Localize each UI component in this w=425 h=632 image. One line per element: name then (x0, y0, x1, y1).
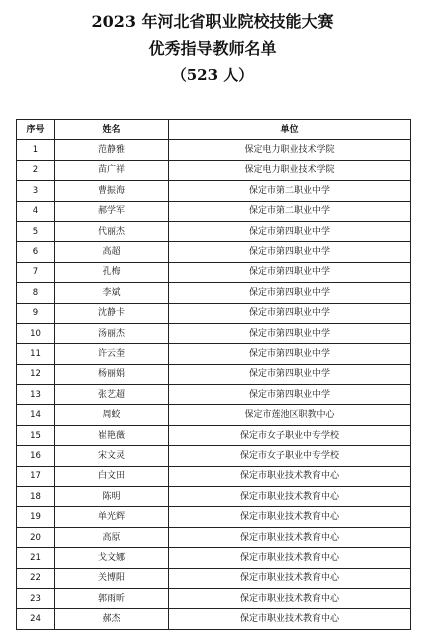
cell-teacher-name: 杨丽娟 (55, 364, 169, 384)
cell-unit-name: 保定市职业技术教育中心 (169, 568, 411, 588)
cell-unit-name: 保定电力职业技术学院 (169, 160, 411, 180)
cell-serial-number: 4 (17, 201, 55, 221)
header-unit: 单位 (169, 120, 411, 140)
cell-teacher-name: 陈明 (55, 487, 169, 507)
cell-serial-number: 23 (17, 588, 55, 608)
title-block (0, 8, 425, 89)
cell-unit-name: 保定市第四职业中学 (169, 221, 411, 241)
cell-teacher-name: 曹振海 (55, 181, 169, 201)
cell-serial-number: 8 (17, 283, 55, 303)
cell-unit-name: 保定市第四职业中学 (169, 323, 411, 343)
table-row (17, 466, 411, 486)
header-serial-number: 序号 (17, 120, 55, 140)
table-row (17, 140, 411, 160)
cell-serial-number: 1 (17, 140, 55, 160)
table-row (17, 181, 411, 201)
cell-unit-name: 保定电力职业技术学院 (169, 140, 411, 160)
cell-serial-number: 20 (17, 527, 55, 547)
table-row (17, 425, 411, 445)
cell-teacher-name: 单光辉 (55, 507, 169, 527)
table-row (17, 344, 411, 364)
cell-unit-name: 保定市职业技术教育中心 (169, 507, 411, 527)
teacher-roster-table (16, 119, 411, 630)
table-row (17, 527, 411, 547)
table-row (17, 548, 411, 568)
cell-serial-number: 16 (17, 446, 55, 466)
cell-teacher-name: 关博阳 (55, 568, 169, 588)
cell-teacher-name: 张艺超 (55, 385, 169, 405)
cell-unit-name: 保定市职业技术教育中心 (169, 548, 411, 568)
cell-teacher-name: 高原 (55, 527, 169, 547)
cell-teacher-name: 范静雅 (55, 140, 169, 160)
header-name: 姓名 (55, 120, 169, 140)
cell-teacher-name: 孔梅 (55, 262, 169, 282)
table-row (17, 364, 411, 384)
cell-teacher-name: 苗广祥 (55, 160, 169, 180)
table-header-row (17, 120, 411, 140)
table-row (17, 201, 411, 221)
person-count: （523 人） (171, 66, 254, 84)
cell-serial-number: 21 (17, 548, 55, 568)
table-row (17, 487, 411, 507)
table-row (17, 507, 411, 527)
cell-serial-number: 12 (17, 364, 55, 384)
cell-serial-number: 7 (17, 262, 55, 282)
cell-serial-number: 18 (17, 487, 55, 507)
cell-unit-name: 保定市莲池区职教中心 (169, 405, 411, 425)
table-body (17, 140, 411, 629)
cell-serial-number: 24 (17, 609, 55, 629)
cell-serial-number: 3 (17, 181, 55, 201)
cell-unit-name: 保定市第二职业中学 (169, 201, 411, 221)
cell-teacher-name: 崔艳薇 (55, 425, 169, 445)
cell-serial-number: 13 (17, 385, 55, 405)
cell-serial-number: 14 (17, 405, 55, 425)
cell-teacher-name: 戈文娜 (55, 548, 169, 568)
cell-serial-number: 6 (17, 242, 55, 262)
cell-teacher-name: 白文田 (55, 466, 169, 486)
table-row (17, 283, 411, 303)
cell-serial-number: 2 (17, 160, 55, 180)
cell-unit-name: 保定市第四职业中学 (169, 242, 411, 262)
document-subtitle: 优秀指导教师名单 (148, 39, 277, 58)
table-row (17, 588, 411, 608)
cell-unit-name: 保定市女子职业中专学校 (169, 446, 411, 466)
cell-teacher-name: 宋文灵 (55, 446, 169, 466)
cell-teacher-name: 郝杰 (55, 609, 169, 629)
cell-teacher-name: 代丽杰 (55, 221, 169, 241)
cell-teacher-name: 周蛟 (55, 405, 169, 425)
cell-teacher-name: 高超 (55, 242, 169, 262)
document-title: 2023 年河北省职业院校技能大赛 (91, 12, 334, 31)
cell-unit-name: 保定市第四职业中学 (169, 364, 411, 384)
cell-teacher-name: 郭雨昕 (55, 588, 169, 608)
cell-unit-name: 保定市职业技术教育中心 (169, 609, 411, 629)
cell-unit-name: 保定市第四职业中学 (169, 385, 411, 405)
cell-teacher-name: 沈静卡 (55, 303, 169, 323)
cell-serial-number: 17 (17, 466, 55, 486)
cell-serial-number: 22 (17, 568, 55, 588)
cell-teacher-name: 汤丽杰 (55, 323, 169, 343)
cell-serial-number: 11 (17, 344, 55, 364)
cell-serial-number: 10 (17, 323, 55, 343)
cell-serial-number: 15 (17, 425, 55, 445)
cell-teacher-name: 郝学军 (55, 201, 169, 221)
cell-unit-name: 保定市第四职业中学 (169, 303, 411, 323)
cell-teacher-name: 李斌 (55, 283, 169, 303)
cell-teacher-name: 许云奎 (55, 344, 169, 364)
table-row (17, 323, 411, 343)
table-row (17, 221, 411, 241)
cell-serial-number: 9 (17, 303, 55, 323)
cell-unit-name: 保定市职业技术教育中心 (169, 466, 411, 486)
table-row (17, 303, 411, 323)
cell-unit-name: 保定市职业技术教育中心 (169, 487, 411, 507)
cell-unit-name: 保定市女子职业中专学校 (169, 425, 411, 445)
table-row (17, 385, 411, 405)
cell-unit-name: 保定市职业技术教育中心 (169, 588, 411, 608)
table-row (17, 446, 411, 466)
cell-unit-name: 保定市第二职业中学 (169, 181, 411, 201)
table-row (17, 568, 411, 588)
table-row (17, 609, 411, 629)
cell-unit-name: 保定市职业技术教育中心 (169, 527, 411, 547)
table-row (17, 262, 411, 282)
table-row (17, 242, 411, 262)
cell-serial-number: 19 (17, 507, 55, 527)
cell-unit-name: 保定市第四职业中学 (169, 262, 411, 282)
table-row (17, 160, 411, 180)
cell-unit-name: 保定市第四职业中学 (169, 283, 411, 303)
cell-unit-name: 保定市第四职业中学 (169, 344, 411, 364)
cell-serial-number: 5 (17, 221, 55, 241)
table-row (17, 405, 411, 425)
